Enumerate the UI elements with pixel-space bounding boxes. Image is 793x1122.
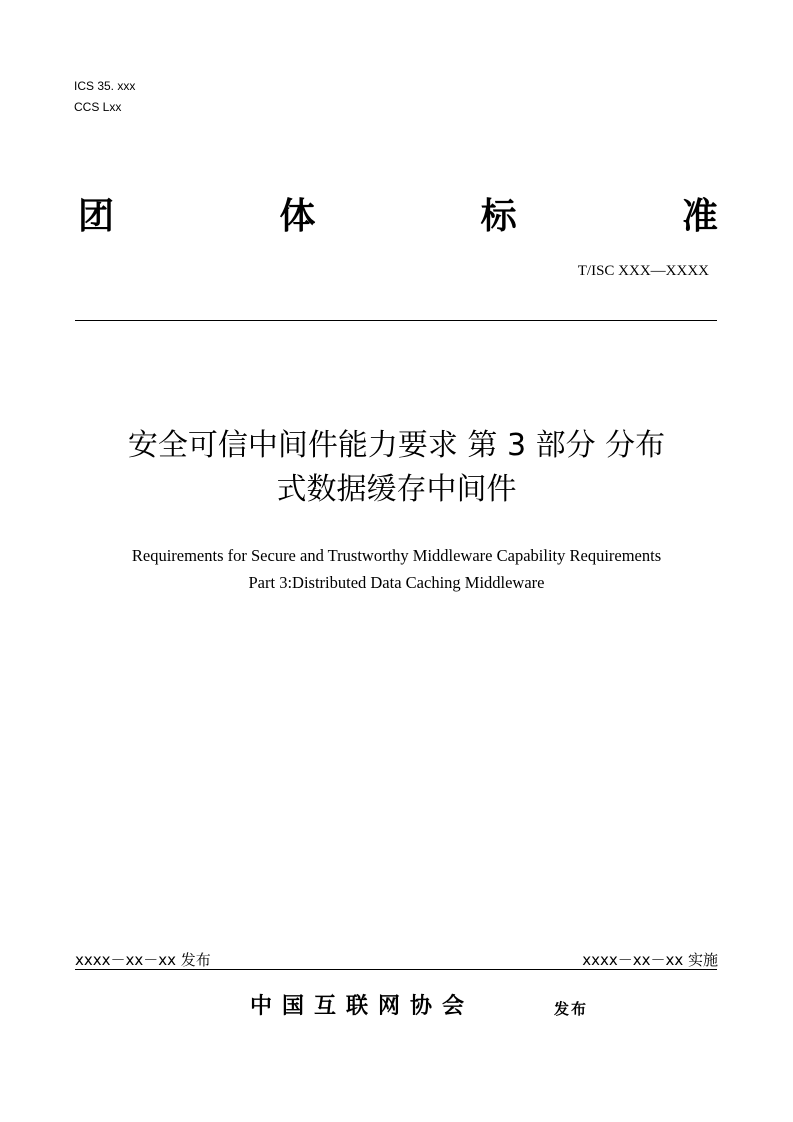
standard-type-title xyxy=(78,193,718,241)
standard-type-char: 准 xyxy=(681,196,718,237)
ics-code: ICS 35. xxx xyxy=(74,79,136,93)
chinese-title xyxy=(60,424,733,512)
effective-date: xxxx－xx－xx 实施 xyxy=(582,951,718,969)
chinese-title-line: 式数据缓存中间件 xyxy=(276,472,517,507)
issuing-organization-suffix: 发布 xyxy=(554,1000,589,1018)
english-title-line: Part 3:Distributed Data Caching Middleware xyxy=(248,573,545,592)
standard-type-char: 标 xyxy=(480,196,517,237)
top-divider xyxy=(75,320,717,321)
english-title-line: Requirements for Secure and Trustworthy Middleware Capability Requirements xyxy=(131,546,662,565)
issuing-organization: 中国互联网协会 xyxy=(250,994,475,1019)
bottom-divider xyxy=(75,969,717,970)
chinese-title-line: 安全可信中间件能力要求 第 3 部分 分布 xyxy=(127,428,666,463)
ccs-code: CCS Lxx xyxy=(74,100,122,114)
english-title xyxy=(60,542,733,596)
publish-date: xxxx－xx－xx 发布 xyxy=(75,951,211,969)
standard-type-char: 体 xyxy=(279,196,316,237)
standard-code: T/ISC XXX—XXXX xyxy=(577,263,709,279)
standard-type-char: 团 xyxy=(78,196,115,237)
